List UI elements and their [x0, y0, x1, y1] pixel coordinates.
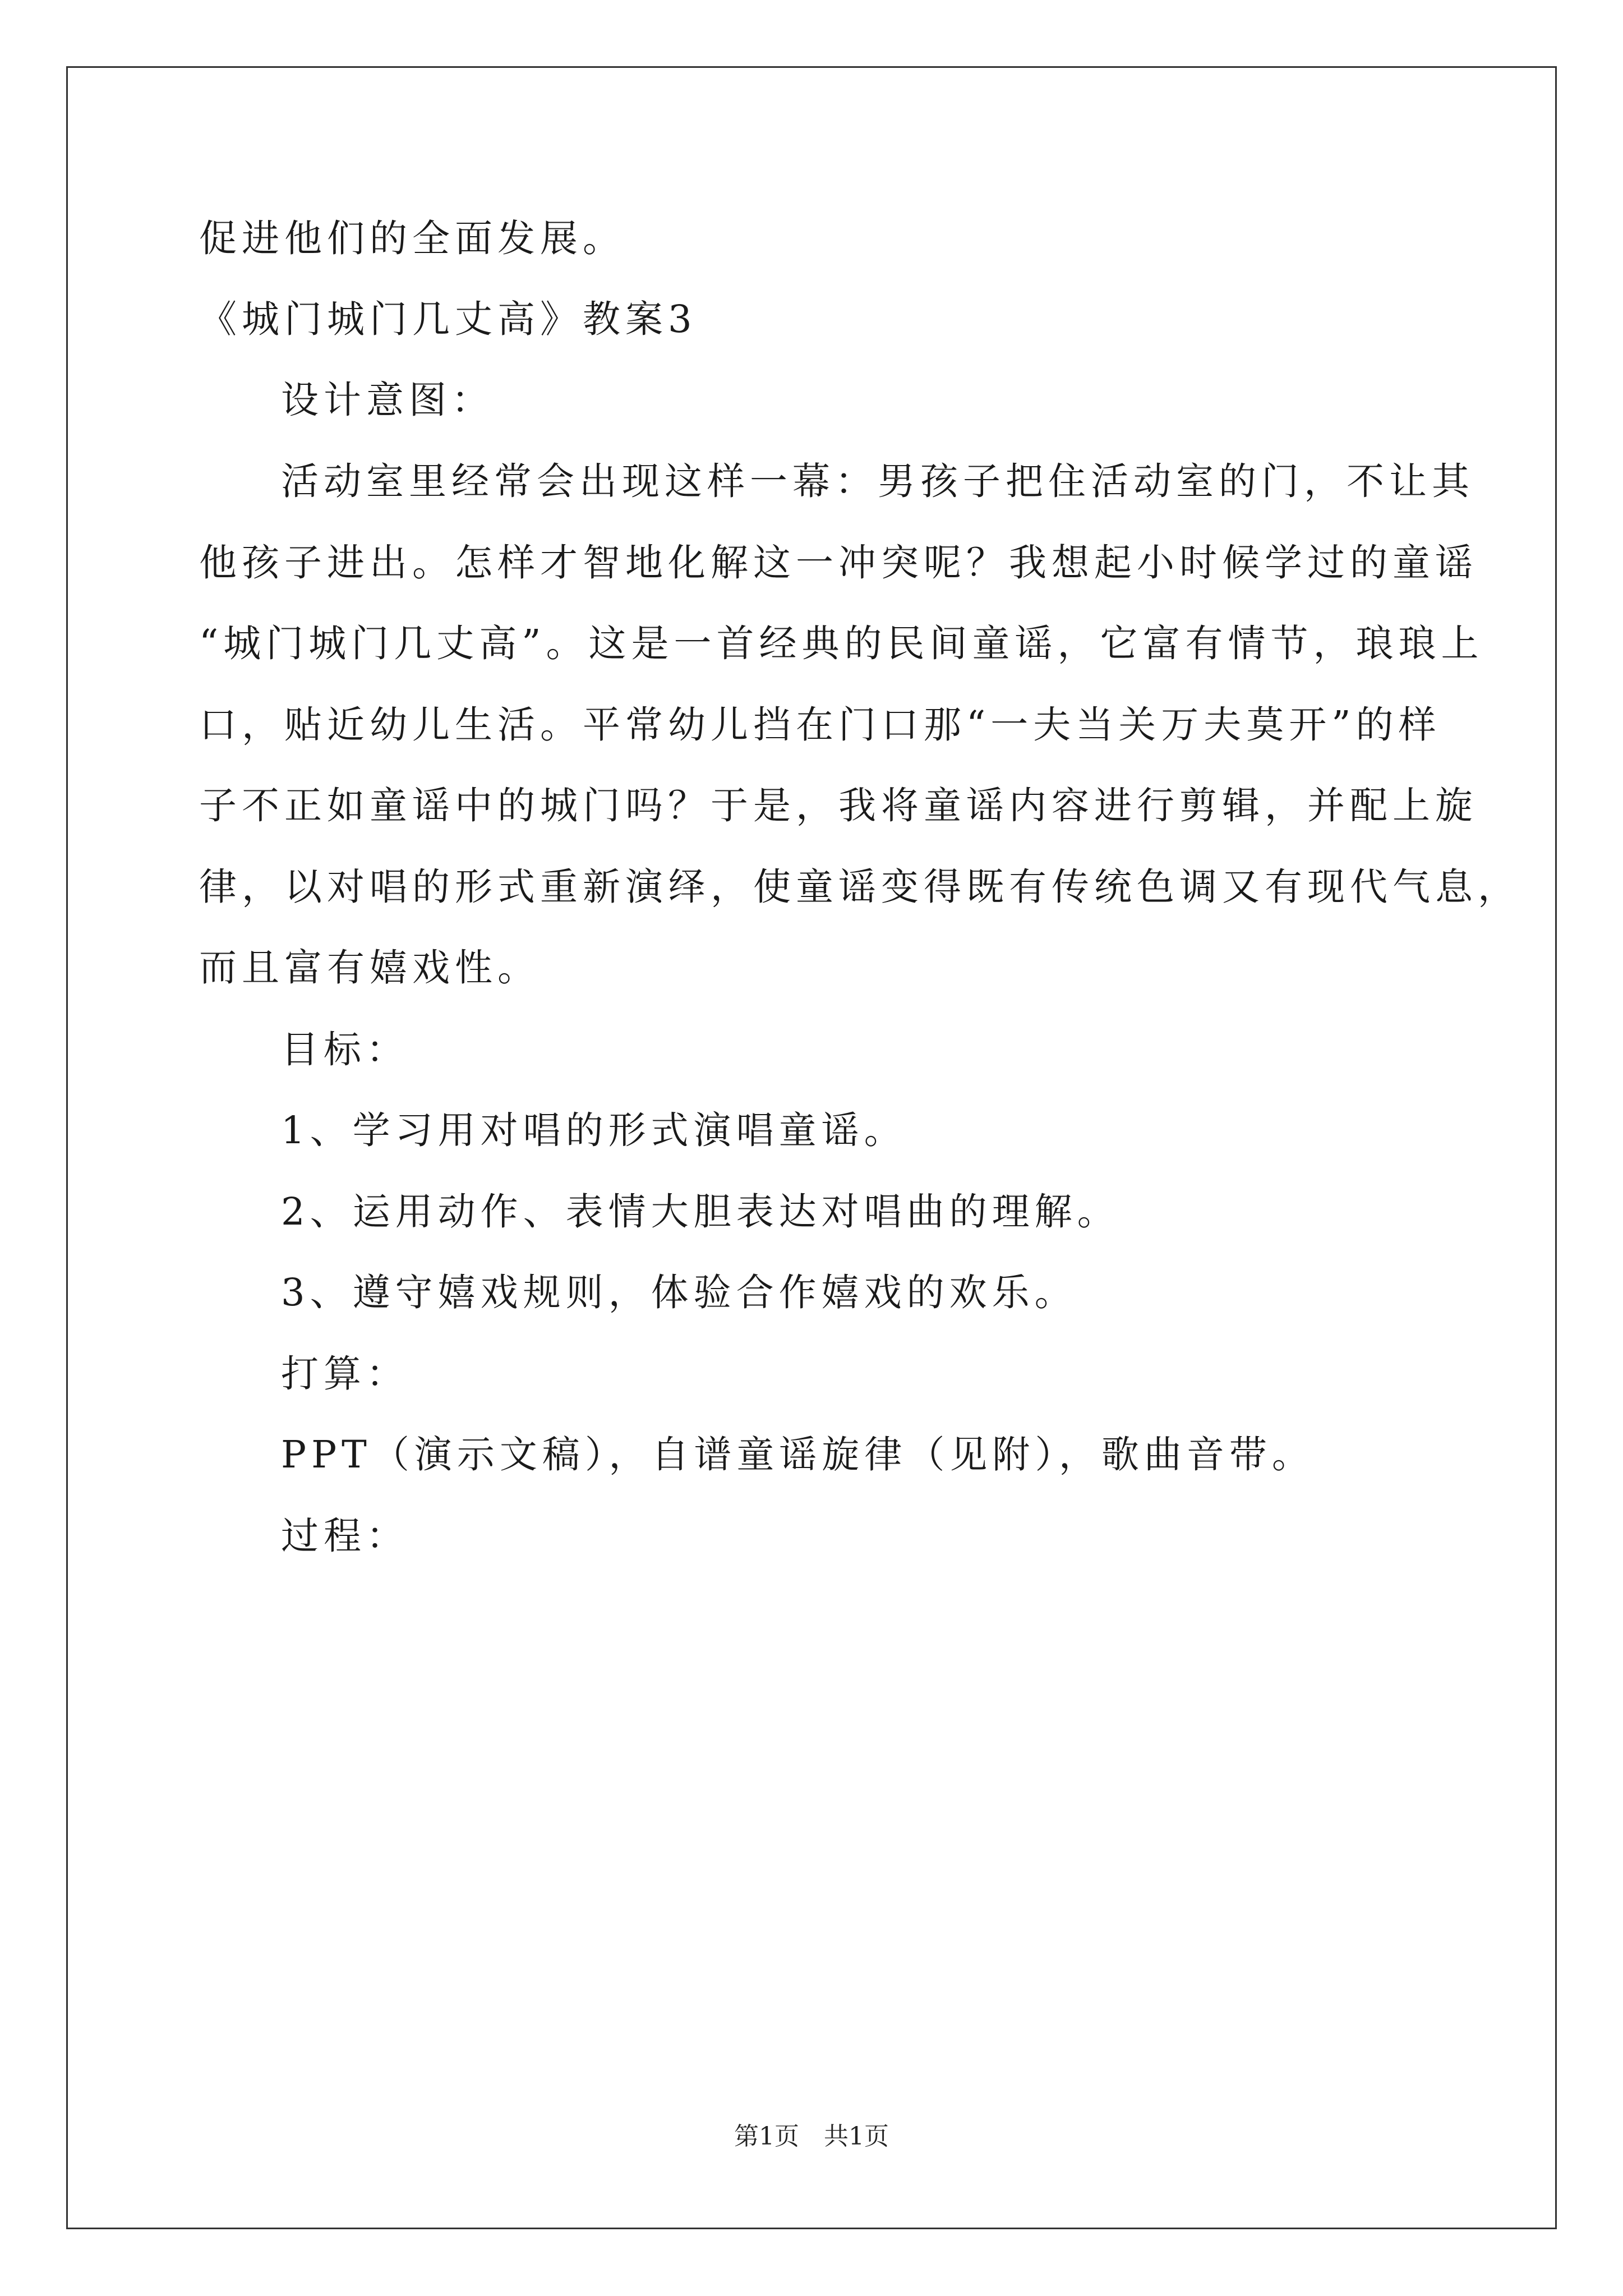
text-line: PPT（演示文稿），自谱童谣旋律（见附），歌曲音带。: [281, 1433, 1315, 1476]
heading-process: 过程：: [281, 1514, 409, 1558]
text-line: 而且富有嬉戏性。: [199, 946, 540, 990]
list-item: 2、运用动作、表情大胆表达对唱曲的理解。: [281, 1190, 1120, 1234]
text-line: 律，以对唱的形式重新演绎，使童谣变得既有传统色调又有现代气息，: [199, 865, 1520, 909]
page-footer: 第1页 共1页: [734, 2122, 889, 2151]
heading-goals: 目标：: [281, 1028, 409, 1071]
text-line: “城门城门几丈高”。这是一首经典的民间童谣，它富有情节，琅琅上: [199, 622, 1484, 665]
list-item: 3、遵守嬉戏规则，体验合作嬉戏的欢乐。: [281, 1271, 1077, 1314]
text-line: 活动室里经常会出现这样一幕：男孩子把住活动室的门，不让其: [281, 459, 1474, 503]
text-line: 促进他们的全面发展。: [199, 217, 625, 260]
text-line: 他孩子进出。怎样才智地化解这一冲突呢？我想起小时候学过的童谣: [199, 541, 1478, 585]
heading-preparation: 打算：: [281, 1352, 409, 1396]
list-item: 1、学习用对唱的形式演唱童谣。: [281, 1108, 907, 1152]
text-line: 口，贴近幼儿生活。平常幼儿挡在门口那“一夫当关万夫莫开”的样: [199, 703, 1441, 747]
heading-design-intent: 设计意图：: [281, 378, 494, 422]
section-title: 《城门城门几丈高》教案3: [199, 297, 697, 341]
text-line: 子不正如童谣中的城门吗？于是，我将童谣内容进行剪辑，并配上旋: [199, 784, 1478, 827]
